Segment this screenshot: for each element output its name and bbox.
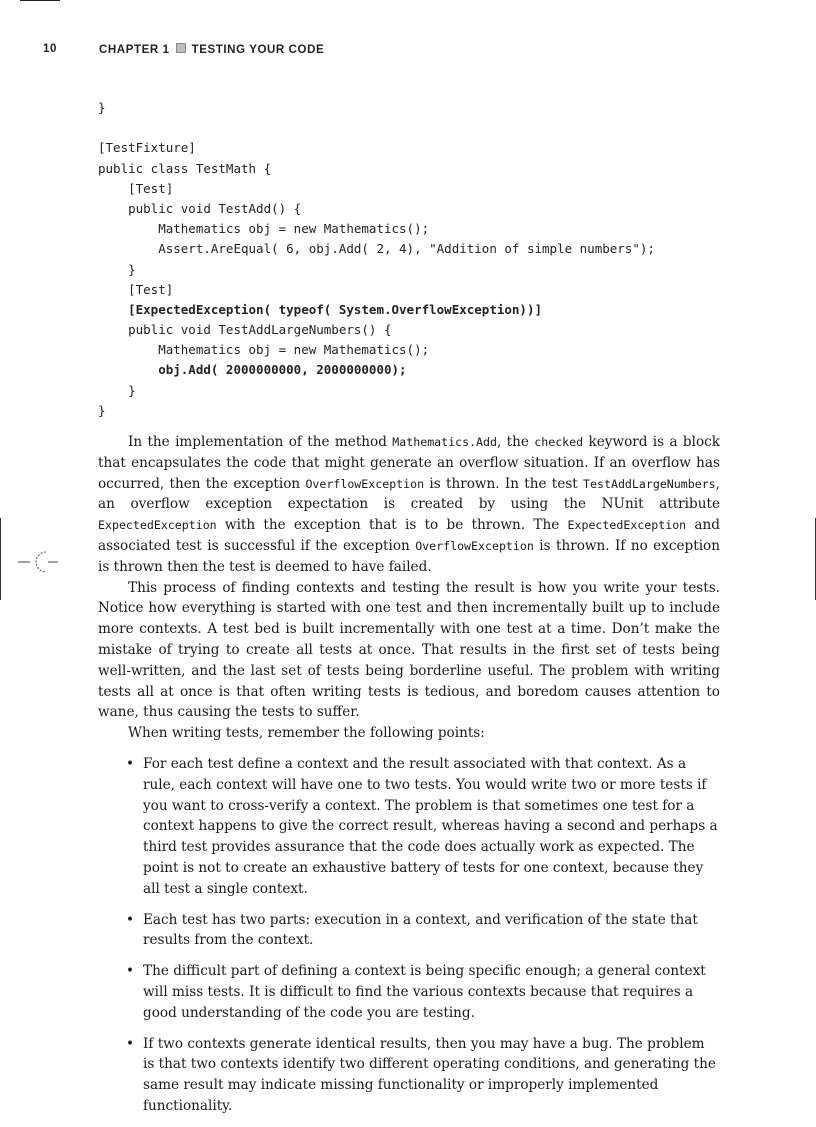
list-item-text: The difficult part of defining a context is being specific enough; a general context will miss tests. It is difficult to find the various contexts because that requires a good understanding of the code you are testing.	[143, 963, 706, 1021]
code-line: Mathematics obj = new Mathematics();	[98, 221, 430, 237]
code-line: }	[98, 382, 136, 398]
list-item	[98, 961, 720, 1023]
list-item-text: If two contexts generate identical results, then you may have a bug. The problem is that two contexts identify two different operating conditions, and generating the same result may indicate missing functionality or improperly implemented functionality.	[143, 1035, 716, 1114]
chapter-heading	[99, 43, 324, 56]
bullet-list	[98, 754, 720, 1117]
code-line-bold: obj.Add( 2000000000, 2000000000);	[98, 362, 407, 378]
inline-code: TestAddLargeNumbers	[583, 476, 716, 491]
bullet-icon: •	[126, 911, 135, 928]
top-crop-rule	[20, 0, 60, 1]
code-line: }	[98, 261, 136, 277]
inline-code: ExpectedException	[567, 518, 687, 533]
list-item	[98, 1034, 720, 1117]
body-text	[98, 432, 720, 1127]
code-line: Assert.AreEqual( 6, obj.Add( 2, 4), "Addition of simple numbers");	[98, 241, 655, 257]
chapter-title: TESTING YOUR CODE	[191, 44, 325, 56]
square-separator-icon	[176, 43, 186, 53]
code-line: [Test]	[98, 180, 174, 196]
list-item	[98, 910, 720, 952]
text-run: keyword is a block that encapsulates the code that might generate an overflow situation. If an overflow has occurred, then the exception	[98, 434, 720, 492]
bullet-icon: •	[126, 963, 135, 980]
registration-mark-icon	[16, 549, 60, 575]
text-run: with the exception that is to be thrown. The	[216, 517, 568, 534]
page-number: 10	[43, 43, 57, 55]
code-line	[98, 118, 655, 138]
list-item-text: Each test has two parts: execution in a context, and verification of the state that results from the context.	[143, 911, 698, 949]
inline-code: ExpectedException	[98, 518, 217, 533]
code-line: public void TestAddLargeNumbers() {	[98, 322, 392, 338]
list-item	[98, 754, 720, 900]
code-line-bold: [ExpectedException( typeof( System.OverflowException))]	[98, 301, 543, 317]
text-run: and associated test is successful if the exception	[98, 517, 720, 554]
chapter-label: CHAPTER 1	[99, 44, 170, 56]
code-line: public class TestMath {	[98, 160, 272, 176]
running-header	[43, 43, 743, 59]
list-item-text: For each test define a context and the result associated with that context. As a rule, each context will have one to two tests. You would write two or more tests if you want to cross-verify a context. The problem is that sometimes one test for a context happens to give the correct result, whereas having a second and perhaps a third test provides assurance that the code does actually work as expected. The point is not to create an exhaustive battery of tests for one context, because they all test a single context.	[143, 755, 718, 897]
text-run: is thrown. If no exception is thrown then the test is deemed to have failed.	[98, 537, 720, 575]
code-listing	[98, 98, 655, 421]
left-crop-mark	[0, 518, 1, 600]
code-line: Mathematics obj = new Mathematics();	[98, 342, 430, 358]
code-line: public void TestAdd() {	[98, 200, 302, 216]
inline-code: Mathematics.Add	[392, 435, 497, 449]
code-line: }	[98, 100, 106, 115]
code-line: }	[98, 402, 106, 418]
bullet-icon: •	[126, 1035, 135, 1052]
text-run: , an overflow exception expectation is created by using the NUnit attribute	[98, 475, 720, 513]
paragraph-contexts: This process of finding contexts and testing the result is how you write your tests. Notice how everything is started with one test and then incrementally built up to include more contexts. A test bed is built incrementally with one test at a time. Don’t make the mistake of trying to create all tests at once. That results in the first set of tests being well-written, and the last set of tests being borderline useful. The problem with writing tests all at once is that often writing tests is tedious, and boredom causes attention to wane, thus causing the tests to suffer.	[98, 579, 720, 721]
inline-code: checked	[534, 435, 584, 449]
inline-code: OverflowException	[415, 538, 534, 553]
paragraph-remember: When writing tests, remember the following points:	[128, 725, 485, 742]
bullet-icon: •	[126, 755, 135, 772]
code-line: [TestFixture]	[98, 140, 196, 156]
text-run: In the implementation of the method	[128, 434, 393, 450]
code-line: [Test]	[98, 281, 174, 297]
paragraph-checked-keyword	[98, 432, 720, 578]
text-run: , the	[497, 434, 535, 450]
inline-code: OverflowException	[305, 476, 425, 491]
text-run: is thrown. In the test	[424, 475, 584, 492]
